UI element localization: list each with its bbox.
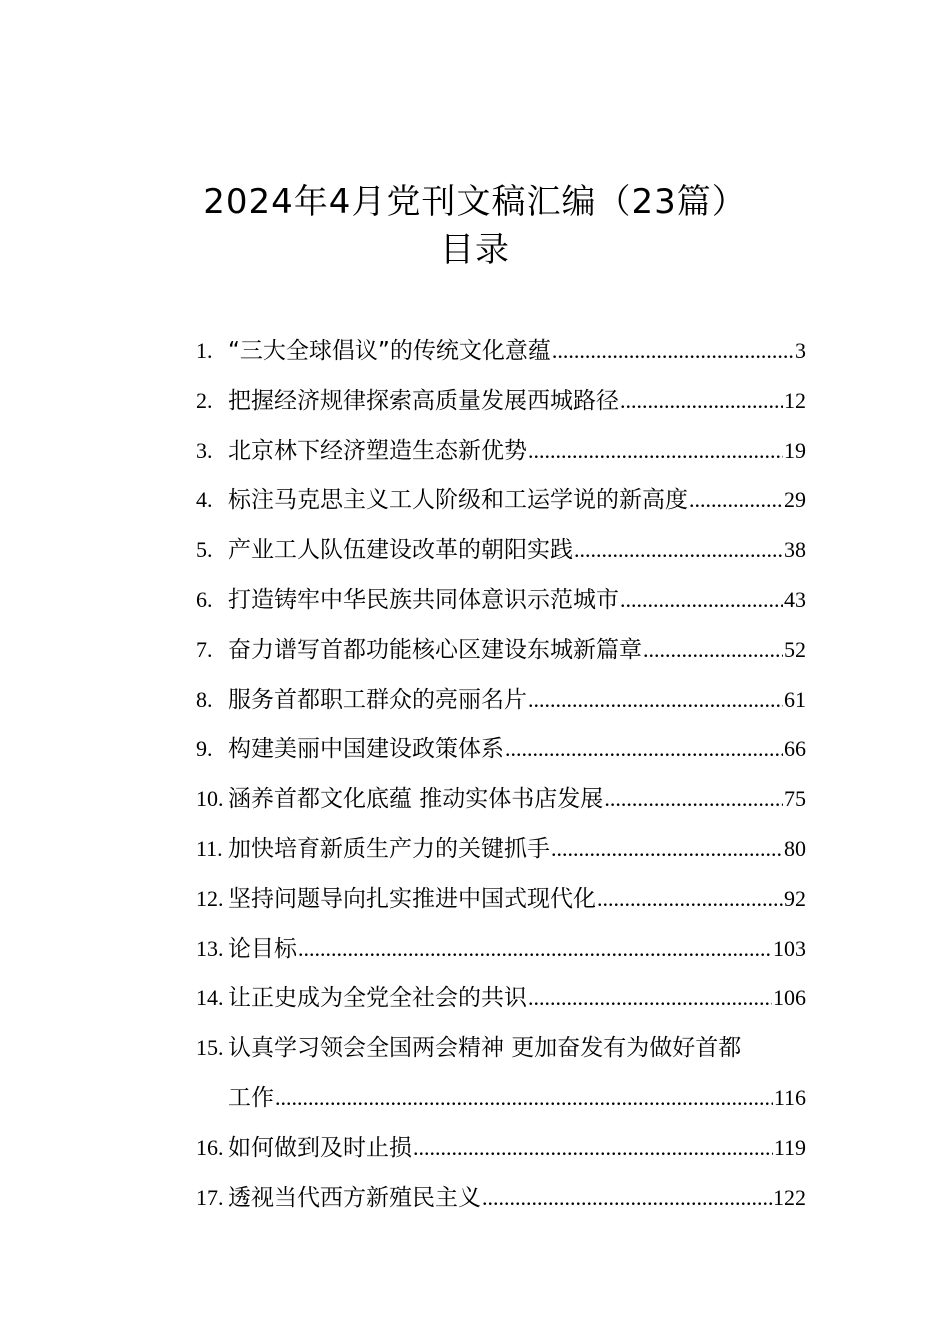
toc-entry[interactable]	[196, 326, 806, 376]
toc-entry-title-continued: 工作	[228, 1084, 274, 1111]
toc-entry-title: 标注马克思主义工人阶级和工运学说的新高度	[228, 487, 688, 514]
toc-entry-title: 产业工人队伍建设改革的朝阳实践	[228, 537, 573, 564]
toc-entry[interactable]	[196, 774, 806, 824]
toc-entry[interactable]	[196, 973, 806, 1023]
toc-entry-title: 加快培育新质生产力的关键抓手	[228, 835, 550, 862]
toc-entry[interactable]	[196, 874, 806, 924]
toc-dot-leader	[298, 924, 772, 974]
toc-entry-number: 3.	[196, 437, 213, 463]
toc-dot-leader	[597, 874, 783, 924]
toc-entry[interactable]	[196, 824, 806, 874]
toc-entry-number: 2.	[196, 387, 213, 413]
toc-dot-leader	[643, 625, 783, 675]
toc-entry-title: 把握经济规律探索高质量发展西城路径	[228, 387, 619, 414]
toc-entry[interactable]	[196, 924, 806, 974]
toc-entry-page: 106	[773, 985, 806, 1011]
toc-entry[interactable]	[196, 675, 806, 725]
toc-dot-leader	[551, 824, 783, 874]
toc-entry-page: 19	[784, 437, 806, 463]
toc-entry[interactable]	[196, 1023, 806, 1073]
toc-entry[interactable]	[196, 1173, 806, 1223]
toc-entry-number: 7.	[196, 636, 213, 662]
toc-dot-leader	[620, 575, 783, 625]
toc-entry-title: 奋力谱写首都功能核心区建设东城新篇章	[228, 636, 642, 663]
toc-dot-leader	[528, 973, 772, 1023]
toc-dot-leader	[482, 1173, 772, 1223]
toc-entry-continuation[interactable]	[196, 1073, 806, 1123]
toc-entry-number: 11.	[196, 835, 223, 861]
toc-entry-page: 66	[784, 736, 806, 762]
toc-entry-page: 61	[784, 686, 806, 712]
toc-entry-page: 92	[784, 885, 806, 911]
toc-entry-page: 103	[773, 935, 806, 961]
toc-entry-page: 29	[784, 487, 806, 513]
toc-dot-leader	[413, 1123, 773, 1173]
toc-entry-page: 119	[773, 1134, 806, 1160]
toc-dot-leader	[552, 326, 794, 376]
toc-entry[interactable]	[196, 376, 806, 426]
toc-entry-title: 认真学习领会全国两会精神 更加奋发有为做好首都	[228, 1035, 742, 1062]
toc-entry-page: 116	[773, 1084, 806, 1110]
toc-dot-leader	[574, 525, 783, 575]
toc-entry-page: 75	[784, 786, 806, 812]
table-of-contents	[196, 326, 806, 1222]
toc-entry-number: 4.	[196, 487, 213, 513]
toc-entry-title: 如何做到及时止损	[228, 1134, 412, 1161]
toc-entry-title: “三大全球倡议”的传统文化意蕴	[228, 338, 551, 364]
toc-entry-page: 122	[773, 1184, 806, 1210]
toc-entry-number: 15.	[196, 1035, 224, 1061]
toc-entry-number: 16.	[196, 1134, 224, 1160]
toc-dot-leader	[528, 675, 783, 725]
toc-entry-title: 涵养首都文化底蕴 推动实体书店发展	[228, 786, 604, 813]
toc-dot-leader	[604, 774, 783, 824]
toc-entry-page: 38	[784, 537, 806, 563]
toc-entry-title: 服务首都职工群众的亮丽名片	[228, 686, 527, 713]
toc-dot-leader	[505, 724, 783, 774]
toc-entry-title: 构建美丽中国建设政策体系	[228, 736, 504, 763]
toc-entry-number: 14.	[196, 985, 224, 1011]
toc-entry-number: 6.	[196, 586, 213, 612]
toc-entry[interactable]	[196, 575, 806, 625]
toc-entry-number: 1.	[196, 338, 213, 363]
toc-entry[interactable]	[196, 525, 806, 575]
toc-dot-leader	[620, 376, 783, 426]
toc-entry-number: 17.	[196, 1184, 224, 1210]
toc-entry-page: 80	[784, 835, 806, 861]
toc-entry-number: 13.	[196, 935, 224, 961]
toc-entry-title: 透视当代西方新殖民主义	[228, 1184, 481, 1211]
toc-entry-title: 坚持问题导向扎实推进中国式现代化	[228, 885, 596, 912]
toc-dot-leader	[689, 475, 783, 525]
toc-entry-number: 8.	[196, 686, 213, 712]
toc-entry[interactable]	[196, 426, 806, 476]
toc-entry-page: 52	[784, 636, 806, 662]
document-subtitle: 目录	[440, 230, 510, 270]
toc-entry[interactable]	[196, 475, 806, 525]
toc-entry-title: 论目标	[228, 935, 297, 962]
toc-entry-title: 北京林下经济塑造生态新优势	[228, 437, 527, 464]
toc-entry-number: 9.	[196, 736, 213, 762]
toc-entry[interactable]	[196, 625, 806, 675]
toc-entry-title: 打造铸牢中华民族共同体意识示范城市	[228, 586, 619, 613]
toc-entry-number: 10.	[196, 786, 224, 812]
toc-entry-number: 12.	[196, 885, 224, 911]
document-title: 2024年4月党刊文稿汇编（23篇）	[203, 182, 747, 222]
toc-entry-page: 3	[795, 338, 806, 363]
toc-entry-title: 让正史成为全党全社会的共识	[228, 985, 527, 1012]
toc-dot-leader	[528, 426, 783, 476]
toc-entry-page: 12	[784, 387, 806, 413]
toc-entry-number: 5.	[196, 537, 213, 563]
toc-entry[interactable]	[196, 1123, 806, 1173]
toc-entry[interactable]	[196, 724, 806, 774]
toc-dot-leader	[275, 1073, 773, 1123]
toc-entry-page: 43	[784, 586, 806, 612]
